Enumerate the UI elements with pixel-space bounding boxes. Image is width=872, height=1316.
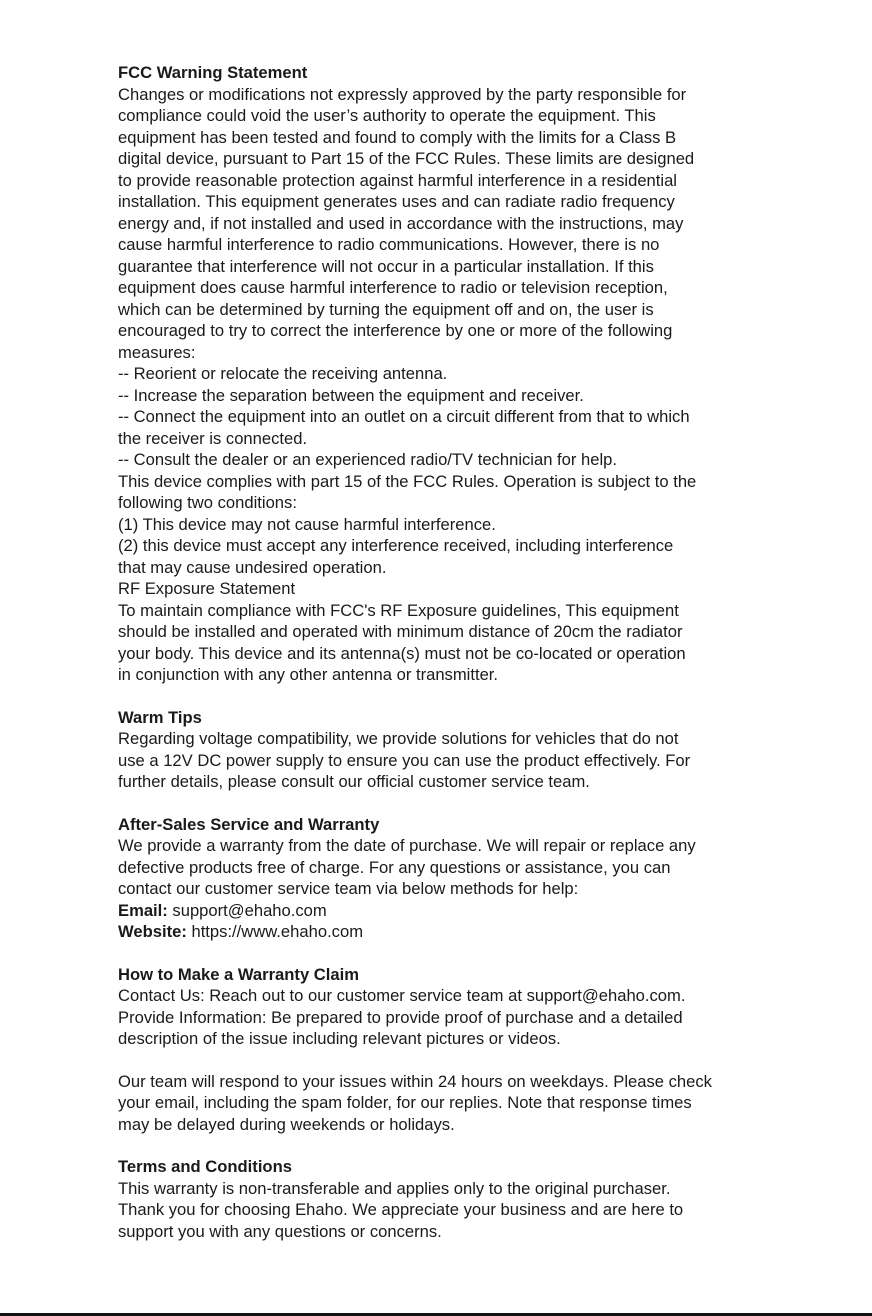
warm-tips-section (118, 707, 748, 793)
warm-tips-body (118, 728, 748, 793)
warm-tips-heading: Warm Tips (118, 707, 202, 727)
text-line: defective products free of charge. For any questions or assistance, you can (118, 857, 671, 877)
text-line: cause harmful interference to radio communications. However, there is no (118, 235, 660, 254)
claim-section (118, 964, 748, 1136)
measure-item: -- Increase the separation between the equipment and receiver. (118, 385, 584, 405)
claim-heading: How to Make a Warranty Claim (118, 964, 359, 984)
text-line: installation. This equipment generates uses and can radiate radio frequency (118, 192, 675, 211)
warranty-body (118, 835, 748, 943)
section-spacer (118, 793, 748, 814)
fcc-heading: FCC Warning Statement (118, 63, 308, 82)
section-spacer (118, 686, 748, 707)
paragraph-spacer (118, 1050, 748, 1071)
text-line: We provide a warranty from the date of purchase. We will repair or replace any (118, 836, 696, 855)
text-line: to provide reasonable protection against harmful interference in a residential (118, 170, 677, 190)
text-line: which can be determined by turning the equipment off and on, the user is (118, 299, 654, 319)
text-line: support you with any questions or concerns. (118, 1221, 442, 1241)
condition-item: (2) this device must accept any interference received, including interference (118, 536, 674, 555)
text-line: This warranty is non-transferable and applies only to the original purchaser. (118, 1178, 671, 1198)
email-label: Email: (118, 900, 168, 920)
warranty-heading: After-Sales Service and Warranty (118, 814, 380, 834)
text-line: energy and, if not installed and used in accordance with the instructions, may (118, 213, 684, 233)
measure-item: -- Connect the equipment into an outlet on a circuit different from that to which (118, 407, 690, 426)
text-line: Thank you for choosing Ehaho. We appreciate your business and are here to (118, 1200, 684, 1219)
measure-item: -- Consult the dealer or an experienced radio/TV technician for help. (118, 450, 618, 469)
website-label: Website: (118, 922, 187, 941)
text-line: Provide Information: Be prepared to provide proof of purchase and a detailed (118, 1007, 683, 1027)
terms-body (118, 1178, 748, 1243)
text-line: should be installed and operated with minimum distance of 20cm the radiator (118, 622, 683, 641)
email-row (118, 900, 748, 922)
website-link[interactable]: https://www.ehaho.com (186, 922, 364, 941)
website-row (118, 921, 748, 943)
section-spacer (118, 943, 748, 964)
text-line: encouraged to try to correct the interference by one or more of the following (118, 321, 673, 340)
text-line: your email, including the spam folder, for our replies. Note that response times (118, 1093, 692, 1112)
text-line: may be delayed during weekends or holidays. (118, 1114, 455, 1134)
section-spacer (118, 1135, 748, 1156)
text-line: digital device, pursuant to Part 15 of the FCC Rules. These limits are designed (118, 149, 695, 168)
text-line: that may cause undesired operation. (118, 557, 387, 577)
text-line: the receiver is connected. (118, 428, 308, 448)
fcc-body (118, 84, 748, 686)
terms-section (118, 1156, 748, 1242)
text-line: Changes or modifications not expressly approved by the party responsible for (118, 84, 687, 104)
text-line: equipment has been tested and found to comply with the limits for a Class B (118, 127, 677, 147)
text-line: further details, please consult our official customer service team. (118, 772, 590, 791)
text-line: guarantee that interference will not occur in a particular installation. If this (118, 256, 654, 276)
warranty-section (118, 814, 748, 943)
text-line: description of the issue including relevant pictures or videos. (118, 1029, 561, 1048)
condition-item: (1) This device may not cause harmful interference. (118, 514, 496, 534)
text-line: Contact Us: Reach out to our customer service team at support@ehaho.com. (118, 986, 686, 1005)
text-line: contact our customer service team via below methods for help: (118, 879, 579, 898)
text-line: use a 12V DC power supply to ensure you can use the product effectively. For (118, 750, 691, 770)
response-body (118, 1071, 748, 1136)
text-line: in conjunction with any other antenna or transmitter. (118, 665, 499, 684)
terms-heading: Terms and Conditions (118, 1157, 292, 1176)
measure-item: -- Reorient or relocate the receiving antenna. (118, 364, 448, 383)
rf-exposure-heading: RF Exposure Statement (118, 579, 296, 598)
text-line: This device complies with part 15 of the FCC Rules. Operation is subject to the (118, 471, 697, 491)
text-line: measures: (118, 342, 196, 362)
text-line: following two conditions: (118, 493, 297, 512)
text-line: Regarding voltage compatibility, we provide solutions for vehicles that do not (118, 729, 679, 748)
text-line: To maintain compliance with FCC's RF Exposure guidelines, This equipment (118, 600, 679, 620)
claim-body (118, 985, 748, 1050)
text-line: compliance could void the user’s authority to operate the equipment. This (118, 106, 656, 125)
text-line: your body. This device and its antenna(s) must not be co-located or operation (118, 643, 686, 663)
fcc-section (118, 62, 748, 686)
text-line: equipment does cause harmful interference to radio or television reception, (118, 278, 668, 297)
document-page (118, 62, 748, 1242)
email-link[interactable]: support@ehaho.com (167, 900, 327, 920)
text-line: Our team will respond to your issues within 24 hours on weekdays. Please check (118, 1071, 712, 1091)
